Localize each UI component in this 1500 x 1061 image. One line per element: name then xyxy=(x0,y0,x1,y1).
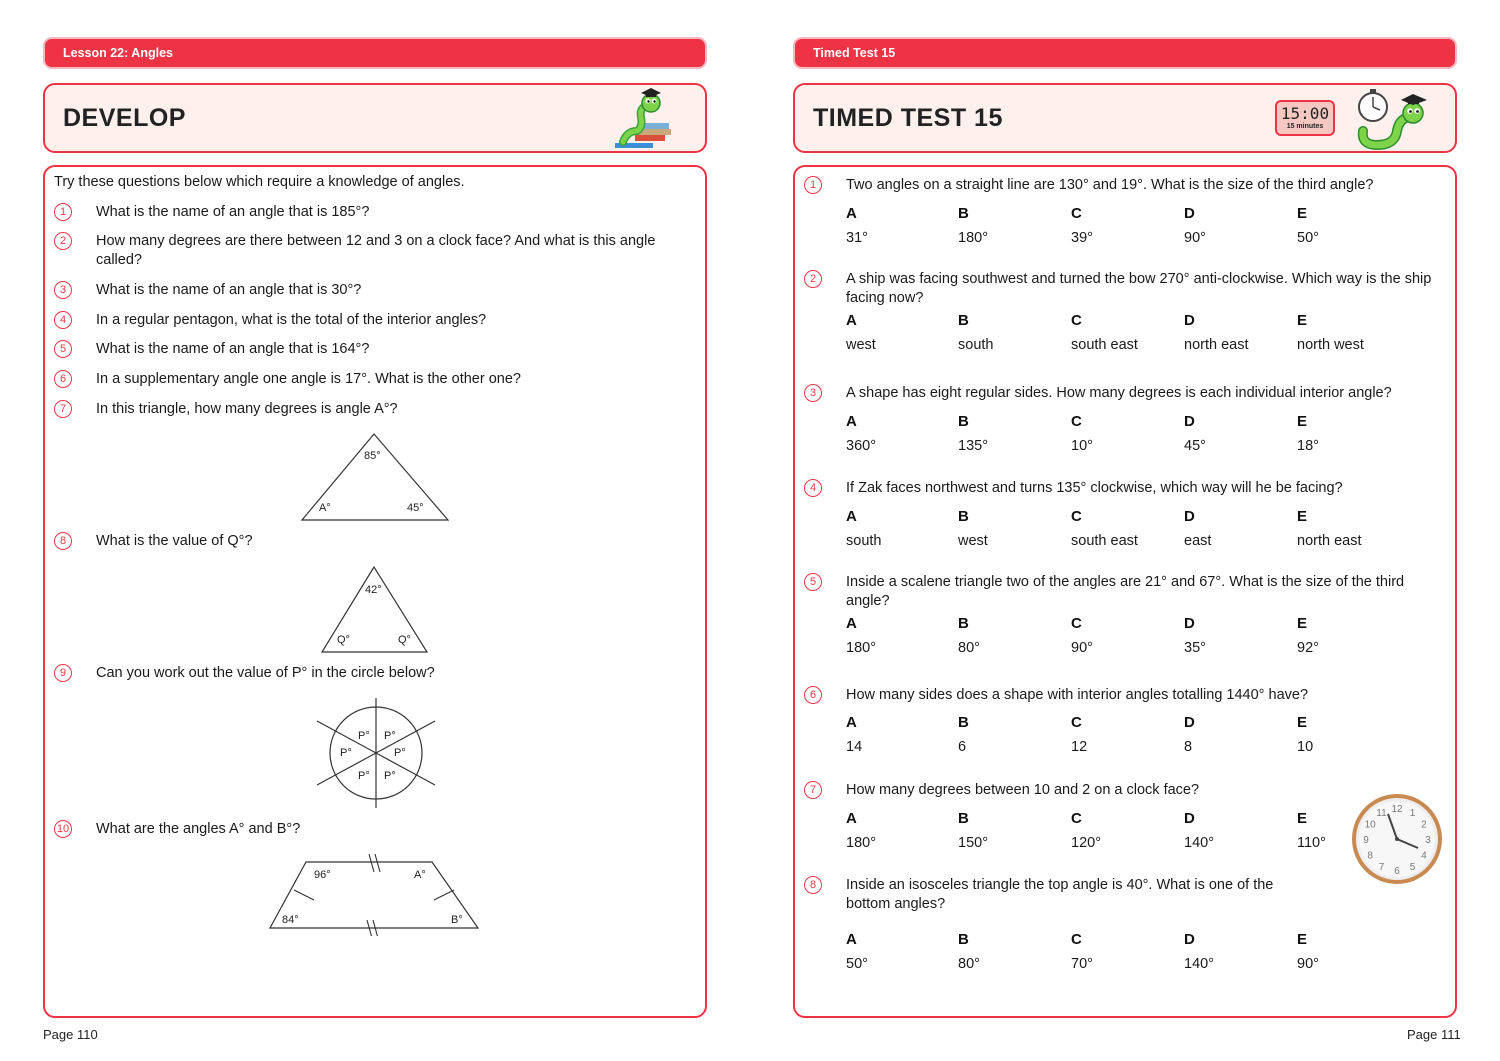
option-answer[interactable]: 180° xyxy=(846,835,876,851)
option-answer[interactable]: north west xyxy=(1297,337,1364,353)
question-text: In this triangle, how many degrees is angle A°? xyxy=(96,401,398,417)
option-letter: B xyxy=(958,810,969,827)
question-text: Can you work out the value of P° in the circle below? xyxy=(96,665,435,681)
question-number: 2 xyxy=(54,232,72,250)
option-answer[interactable]: 6 xyxy=(958,739,967,755)
option-answer[interactable]: 8 xyxy=(1184,739,1193,755)
option-letter: E xyxy=(1297,312,1308,329)
question-number: 7 xyxy=(54,400,72,418)
page-number-right: Page 111 xyxy=(1407,1027,1461,1042)
question-number: 2 xyxy=(804,270,822,288)
option-answer[interactable]: 31° xyxy=(846,230,868,246)
wall-clock-icon xyxy=(1350,792,1444,886)
page-number-left: Page 110 xyxy=(43,1027,98,1042)
question-text: In a regular pentagon, what is the total of the interior angles? xyxy=(96,312,487,328)
option-answer[interactable]: west xyxy=(846,337,876,353)
question-text: What is the name of an angle that is 164°? xyxy=(96,341,370,357)
option-letter: B xyxy=(958,508,969,525)
option-answer[interactable]: 90° xyxy=(1184,230,1206,246)
question-number: 4 xyxy=(54,311,72,329)
timed-test-title: TIMED TEST 15 xyxy=(813,104,1003,132)
question-number: 10 xyxy=(54,820,72,838)
option-letter: C xyxy=(1071,312,1082,329)
option-letter: E xyxy=(1297,810,1308,827)
question-number: 9 xyxy=(54,664,72,682)
circle-angles-diagram xyxy=(314,696,438,810)
option-letter: D xyxy=(1184,615,1195,632)
option-letter: B xyxy=(958,312,969,329)
option-letter: E xyxy=(1297,615,1308,632)
option-letter: C xyxy=(1071,615,1082,632)
option-letter: B xyxy=(958,205,969,222)
option-letter: D xyxy=(1184,714,1195,731)
intro-text: Try these questions below which require a knowledge of angles. xyxy=(54,174,465,190)
option-answer[interactable]: 10° xyxy=(1071,438,1093,454)
p-label: P° xyxy=(394,747,406,759)
timer-time: 15:00 xyxy=(1280,104,1330,123)
clock-number: 1 xyxy=(1409,808,1416,820)
option-answer[interactable]: south xyxy=(958,337,994,353)
option-letter: A xyxy=(846,931,857,948)
option-letter: E xyxy=(1297,508,1308,525)
angle-label-right: Q° xyxy=(398,634,411,646)
question-number: 8 xyxy=(54,532,72,550)
p-label: P° xyxy=(384,730,396,742)
option-letter: B xyxy=(958,931,969,948)
option-answer[interactable]: east xyxy=(1184,533,1212,549)
clock-number: 9 xyxy=(1363,835,1369,846)
triangle-diagram xyxy=(300,432,452,524)
question-text: How many degrees are there between 12 and 3 on a clock face? And what is this angle called? xyxy=(96,233,656,268)
option-letter: D xyxy=(1184,205,1195,222)
clock-number: 11 xyxy=(1376,808,1387,820)
angle-label-top: 42° xyxy=(365,584,382,596)
option-answer[interactable]: 110° xyxy=(1297,835,1326,851)
option-answer[interactable]: 10 xyxy=(1297,739,1314,755)
p-label: P° xyxy=(358,770,370,782)
option-letter: A xyxy=(846,508,857,525)
question-text: Inside a scalene triangle two of the angles are 21° and 67°. What is the size of the third angle? xyxy=(846,574,1405,609)
angle-label-br: B° xyxy=(451,914,463,926)
option-letter: D xyxy=(1184,931,1195,948)
question-text: Inside an isosceles triangle the top angle is 40°. What is one of the bottom angles? xyxy=(846,877,1274,912)
option-answer[interactable]: south xyxy=(846,533,882,549)
option-letter: C xyxy=(1071,810,1082,827)
question-number: 6 xyxy=(54,370,72,388)
option-answer[interactable]: 120° xyxy=(1071,835,1101,851)
option-answer[interactable]: 70° xyxy=(1071,956,1093,972)
clock-number: 6 xyxy=(1394,866,1400,877)
question-text: How many degrees between 10 and 2 on a clock face? xyxy=(846,782,1200,798)
question-text: Two angles on a straight line are 130° and 19°. What is the size of the third angle? xyxy=(846,177,1374,193)
angle-label-left: Q° xyxy=(337,634,350,646)
angle-label-top: 85° xyxy=(364,450,381,462)
equilateral-triangle-diagram xyxy=(320,565,430,655)
option-answer[interactable]: 90° xyxy=(1071,640,1093,656)
option-answer[interactable]: 39° xyxy=(1071,230,1093,246)
trapezium-diagram xyxy=(266,852,484,936)
clock-number: 12 xyxy=(1391,804,1403,815)
option-answer[interactable]: north east xyxy=(1297,533,1362,549)
question-text: What is the value of Q°? xyxy=(96,533,253,549)
option-letter: C xyxy=(1071,205,1082,222)
option-letter: A xyxy=(846,810,857,827)
option-answer[interactable]: 45° xyxy=(1184,438,1206,454)
option-letter: C xyxy=(1071,508,1082,525)
option-answer[interactable]: 90° xyxy=(1297,956,1319,972)
option-answer[interactable]: 180° xyxy=(958,230,988,246)
option-letter: B xyxy=(958,413,969,430)
develop-title: DEVELOP xyxy=(63,104,186,132)
angle-label-right: 45° xyxy=(407,502,424,514)
option-answer[interactable]: 140° xyxy=(1184,835,1214,851)
timer-badge xyxy=(1275,100,1335,136)
p-label: P° xyxy=(340,747,352,759)
option-letter: A xyxy=(846,615,857,632)
timed-test-label: Timed Test 15 xyxy=(813,46,896,60)
option-letter: E xyxy=(1297,714,1308,731)
option-answer[interactable]: 18° xyxy=(1297,438,1319,454)
clock-number: 5 xyxy=(1409,861,1416,873)
question-number: 5 xyxy=(54,340,72,358)
option-answer[interactable]: south east xyxy=(1071,337,1138,353)
question-number: 6 xyxy=(804,686,822,704)
p-label: P° xyxy=(384,770,396,782)
worm-mascot-icon xyxy=(613,87,693,151)
clock-number: 2 xyxy=(1421,819,1427,831)
lesson-bar xyxy=(43,37,707,69)
option-answer[interactable]: 80° xyxy=(958,956,980,972)
option-answer[interactable]: 80° xyxy=(958,640,980,656)
option-letter: C xyxy=(1071,714,1082,731)
option-answer[interactable]: south east xyxy=(1071,533,1138,549)
question-text: A shape has eight regular sides. How many degrees is each individual interior angle? xyxy=(846,385,1392,401)
option-letter: A xyxy=(846,205,857,222)
option-answer[interactable]: 50° xyxy=(1297,230,1319,246)
question-text: What is the name of an angle that is 30°? xyxy=(96,282,362,298)
option-answer[interactable]: north east xyxy=(1184,337,1249,353)
question-number: 8 xyxy=(804,876,822,894)
question-text: In a supplementary angle one angle is 17°. What is the other one? xyxy=(96,371,521,387)
question-number: 1 xyxy=(54,203,72,221)
stopwatch-worm-icon xyxy=(1351,87,1435,151)
option-answer[interactable]: west xyxy=(958,533,988,549)
option-letter: C xyxy=(1071,413,1082,430)
option-answer[interactable]: 140° xyxy=(1184,956,1214,972)
clock-number: 8 xyxy=(1367,850,1373,862)
question-number: 1 xyxy=(804,176,822,194)
option-letter: E xyxy=(1297,413,1308,430)
p-label: P° xyxy=(358,730,370,742)
clock-number: 10 xyxy=(1364,819,1376,831)
clock-number: 4 xyxy=(1421,850,1427,862)
clock-number: 3 xyxy=(1425,835,1431,846)
timed-test-header xyxy=(793,83,1457,153)
option-answer[interactable]: 180° xyxy=(846,640,876,656)
option-letter: E xyxy=(1297,931,1308,948)
timed-test-bar xyxy=(793,37,1457,69)
option-answer[interactable]: 150° xyxy=(958,835,988,851)
option-letter: B xyxy=(958,714,969,731)
timer-caption: 15 minutes xyxy=(1286,123,1324,130)
option-letter: C xyxy=(1071,931,1082,948)
develop-header xyxy=(43,83,707,153)
option-letter: D xyxy=(1184,810,1195,827)
option-letter: A xyxy=(846,714,857,731)
question-number: 3 xyxy=(804,384,822,402)
angle-label-left: A° xyxy=(319,502,331,514)
angle-label-tl: 96° xyxy=(314,869,331,881)
clock-number: 7 xyxy=(1378,861,1385,873)
option-answer[interactable]: 14 xyxy=(846,739,863,755)
option-answer[interactable]: 135° xyxy=(958,438,988,454)
option-answer[interactable]: 35° xyxy=(1184,640,1206,656)
question-text: If Zak faces northwest and turns 135° clockwise, which way will he be facing? xyxy=(846,480,1343,496)
option-letter: D xyxy=(1184,413,1195,430)
option-letter: A xyxy=(846,413,857,430)
option-answer[interactable]: 12 xyxy=(1071,739,1088,755)
option-answer[interactable]: 360° xyxy=(846,438,876,454)
option-letter: E xyxy=(1297,205,1308,222)
question-text: A ship was facing southwest and turned the bow 270° anti-clockwise. Which way is the ship facing now? xyxy=(846,271,1432,306)
question-text: What is the name of an angle that is 185°? xyxy=(96,204,370,220)
option-letter: B xyxy=(958,615,969,632)
option-answer[interactable]: 50° xyxy=(846,956,868,972)
option-letter: D xyxy=(1184,312,1195,329)
lesson-label: Lesson 22: Angles xyxy=(63,46,173,60)
question-text: How many sides does a shape with interior angles totalling 1440° have? xyxy=(846,687,1309,703)
angle-label-bl: 84° xyxy=(282,914,299,926)
option-letter: D xyxy=(1184,508,1195,525)
option-answer[interactable]: 92° xyxy=(1297,640,1319,656)
option-letter: A xyxy=(846,312,857,329)
question-number: 4 xyxy=(804,479,822,497)
question-text: What are the angles A° and B°? xyxy=(96,821,301,837)
question-number: 7 xyxy=(804,781,822,799)
question-number: 3 xyxy=(54,281,72,299)
angle-label-tr: A° xyxy=(414,869,426,881)
question-number: 5 xyxy=(804,573,822,591)
